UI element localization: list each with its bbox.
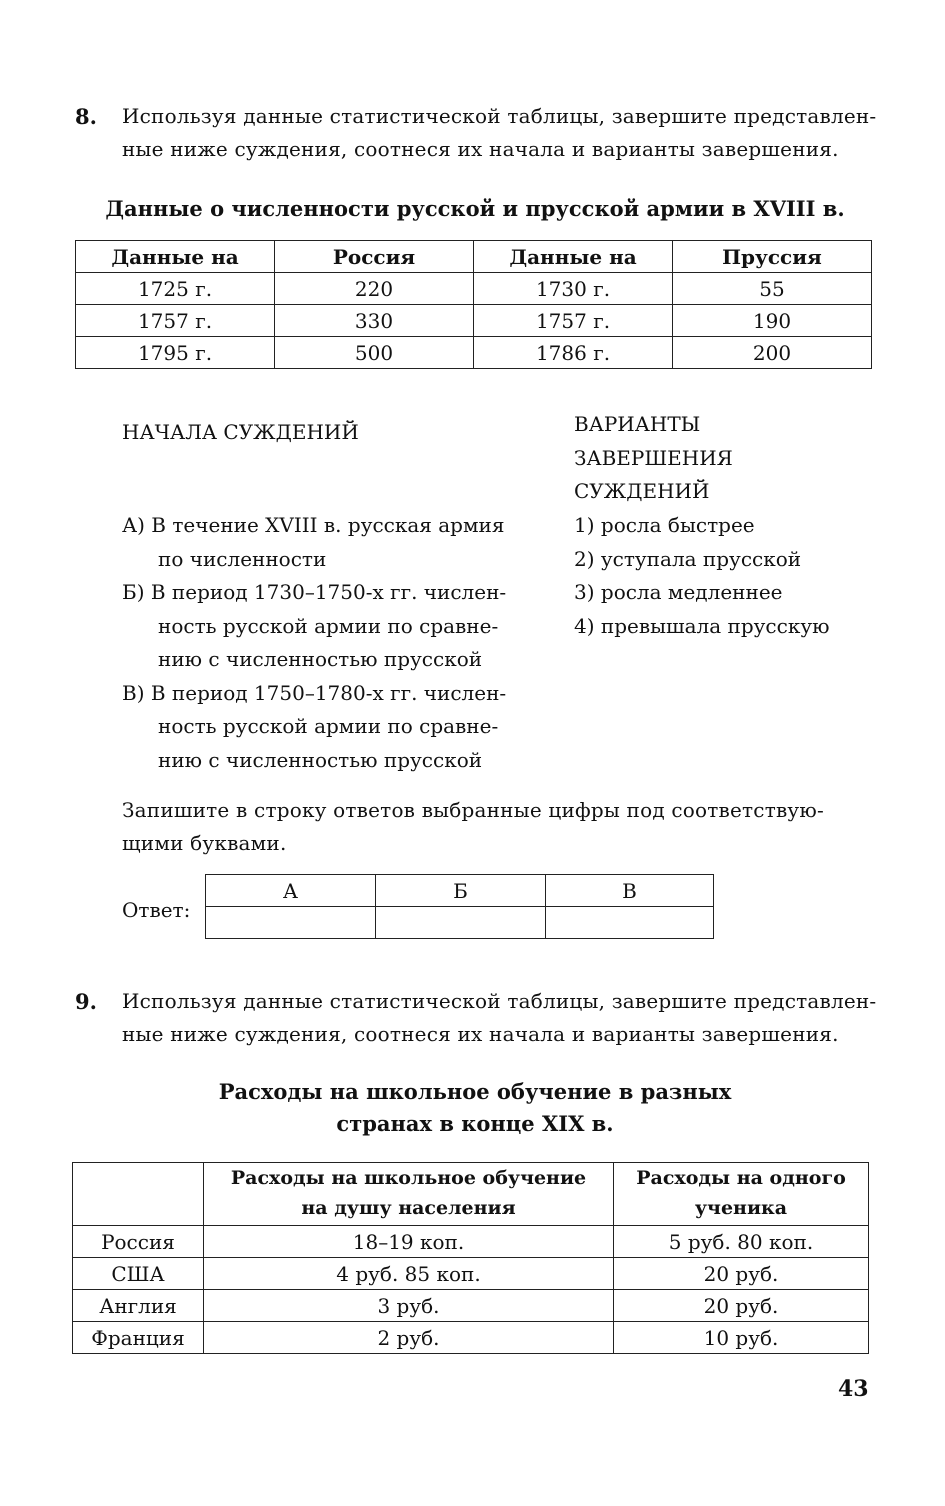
beginning-line: Б) В период 1730–1750-х гг. числен- xyxy=(122,580,507,604)
beginning-line: нию с численностью прусской xyxy=(158,647,483,671)
answer-header-cell: А xyxy=(206,875,376,907)
country-cell: Англия xyxy=(73,1290,204,1322)
header-cell: Данные на xyxy=(474,241,673,273)
school-expenses-table xyxy=(72,1162,869,1354)
endings-heading-line: СУЖДЕНИЙ xyxy=(574,479,710,503)
endings-heading-line: ВАРИАНТЫ xyxy=(574,412,701,436)
army-table xyxy=(75,240,872,369)
header-cell-empty xyxy=(73,1163,204,1226)
table-cell: 1757 г. xyxy=(474,305,673,337)
table-cell: 18–19 коп. xyxy=(204,1226,614,1258)
answer-label: Ответ: xyxy=(122,898,191,922)
table-cell: 200 xyxy=(673,337,872,369)
header-line: на душу населения xyxy=(301,1197,516,1219)
endings-list xyxy=(574,509,830,643)
table-cell: 10 руб. xyxy=(614,1322,869,1354)
beginnings-list xyxy=(122,509,562,777)
table-cell: 5 руб. 80 коп. xyxy=(614,1226,869,1258)
table-row xyxy=(73,1322,869,1354)
header-line: Расходы на школьное обучение xyxy=(230,1167,587,1189)
table-2-title xyxy=(100,1076,850,1140)
ending-item: 2) уступала прусской xyxy=(574,546,802,571)
question-9-line-2: ные ниже суждения, соотнеся их начала и варианты завершения. xyxy=(122,1022,839,1046)
table-cell: 330 xyxy=(275,305,474,337)
header-cell xyxy=(614,1163,869,1226)
answer-header-cell: В xyxy=(546,875,714,907)
question-9-line-1: Используя данные статистической таблицы, завершите представлен- xyxy=(122,989,877,1013)
beginning-line: А) В течение XVIII в. русская армия xyxy=(122,513,505,537)
ending-item: 3) росла медленнее xyxy=(574,580,783,604)
table-1-title: Данные о численности русской и прусской армии в XVIII в. xyxy=(105,196,845,221)
header-line: Расходы на одного xyxy=(636,1167,846,1189)
beginning-item-b xyxy=(122,576,562,677)
table-cell: 500 xyxy=(275,337,474,369)
header-line: ученика xyxy=(694,1197,788,1219)
table-cell: 3 руб. xyxy=(204,1290,614,1322)
beginning-line: нию с численностью прусской xyxy=(158,747,483,772)
table-2-title-line-2: странах в конце XIX в. xyxy=(336,1111,614,1136)
answer-cell-a[interactable] xyxy=(206,907,376,939)
table-cell: 2 руб. xyxy=(204,1322,614,1354)
beginning-item-v xyxy=(122,677,562,778)
header-cell: Россия xyxy=(275,241,474,273)
question-8-line-1: Используя данные статистической таблицы, завершите представлен- xyxy=(122,104,877,128)
beginning-line: по численности xyxy=(158,546,327,571)
table-row xyxy=(76,337,872,369)
ending-item: 4) превышала прусскую xyxy=(574,613,830,638)
answer-cell-v[interactable] xyxy=(546,907,714,939)
beginning-line: ность русской армии по сравне- xyxy=(158,714,499,738)
country-cell: Россия xyxy=(73,1226,204,1258)
answer-header-cell: Б xyxy=(376,875,546,907)
answer-cell-b[interactable] xyxy=(376,907,546,939)
question-8-text xyxy=(122,100,882,166)
endings-heading xyxy=(574,408,733,509)
table-cell: 190 xyxy=(673,305,872,337)
endings-heading-line: ЗАВЕРШЕНИЯ xyxy=(574,445,733,470)
table-2-title-line-1: Расходы на школьное обучение в разных xyxy=(218,1079,732,1104)
table-cell: 1725 г. xyxy=(76,273,275,305)
instruction-line-2: щими буквами. xyxy=(122,831,287,855)
table-cell: 1730 г. xyxy=(474,273,673,305)
table-cell: 20 руб. xyxy=(614,1258,869,1290)
answer-input-row xyxy=(206,907,714,939)
answer-header-row xyxy=(206,875,714,907)
table-cell: 1786 г. xyxy=(474,337,673,369)
answer-table xyxy=(205,874,714,939)
question-8-number: 8. xyxy=(75,104,97,129)
table-header-row xyxy=(73,1163,869,1226)
beginnings-heading: НАЧАЛА СУЖДЕНИЙ xyxy=(122,420,359,444)
question-8-line-2: ные ниже суждения, соотнеся их начала и варианты завершения. xyxy=(122,137,839,161)
instruction-line-1: Запишите в строку ответов выбранные цифры под соответствую- xyxy=(122,798,824,822)
beginning-line: В) В период 1750–1780-х гг. числен- xyxy=(122,680,507,705)
table-cell: 1795 г. xyxy=(76,337,275,369)
page-number: 43 xyxy=(838,1376,869,1402)
table-cell: 55 xyxy=(673,273,872,305)
table-row xyxy=(76,305,872,337)
table-row xyxy=(73,1258,869,1290)
question-9-text xyxy=(122,985,882,1051)
header-cell: Пруссия xyxy=(673,241,872,273)
ending-item: 1) росла быстрее xyxy=(574,513,755,537)
table-row xyxy=(73,1290,869,1322)
header-cell: Данные на xyxy=(76,241,275,273)
country-cell: США xyxy=(73,1258,204,1290)
country-cell: Франция xyxy=(73,1322,204,1354)
beginning-item-a xyxy=(122,509,562,576)
table-row xyxy=(76,273,872,305)
table-cell: 1757 г. xyxy=(76,305,275,337)
table-cell: 20 руб. xyxy=(614,1290,869,1322)
table-header-row xyxy=(76,241,872,273)
table-cell: 220 xyxy=(275,273,474,305)
table-row xyxy=(73,1226,869,1258)
table-cell: 4 руб. 85 коп. xyxy=(204,1258,614,1290)
beginning-line: ность русской армии по сравне- xyxy=(158,613,499,638)
instruction-text xyxy=(122,794,882,860)
question-9-number: 9. xyxy=(75,989,97,1014)
header-cell xyxy=(204,1163,614,1226)
